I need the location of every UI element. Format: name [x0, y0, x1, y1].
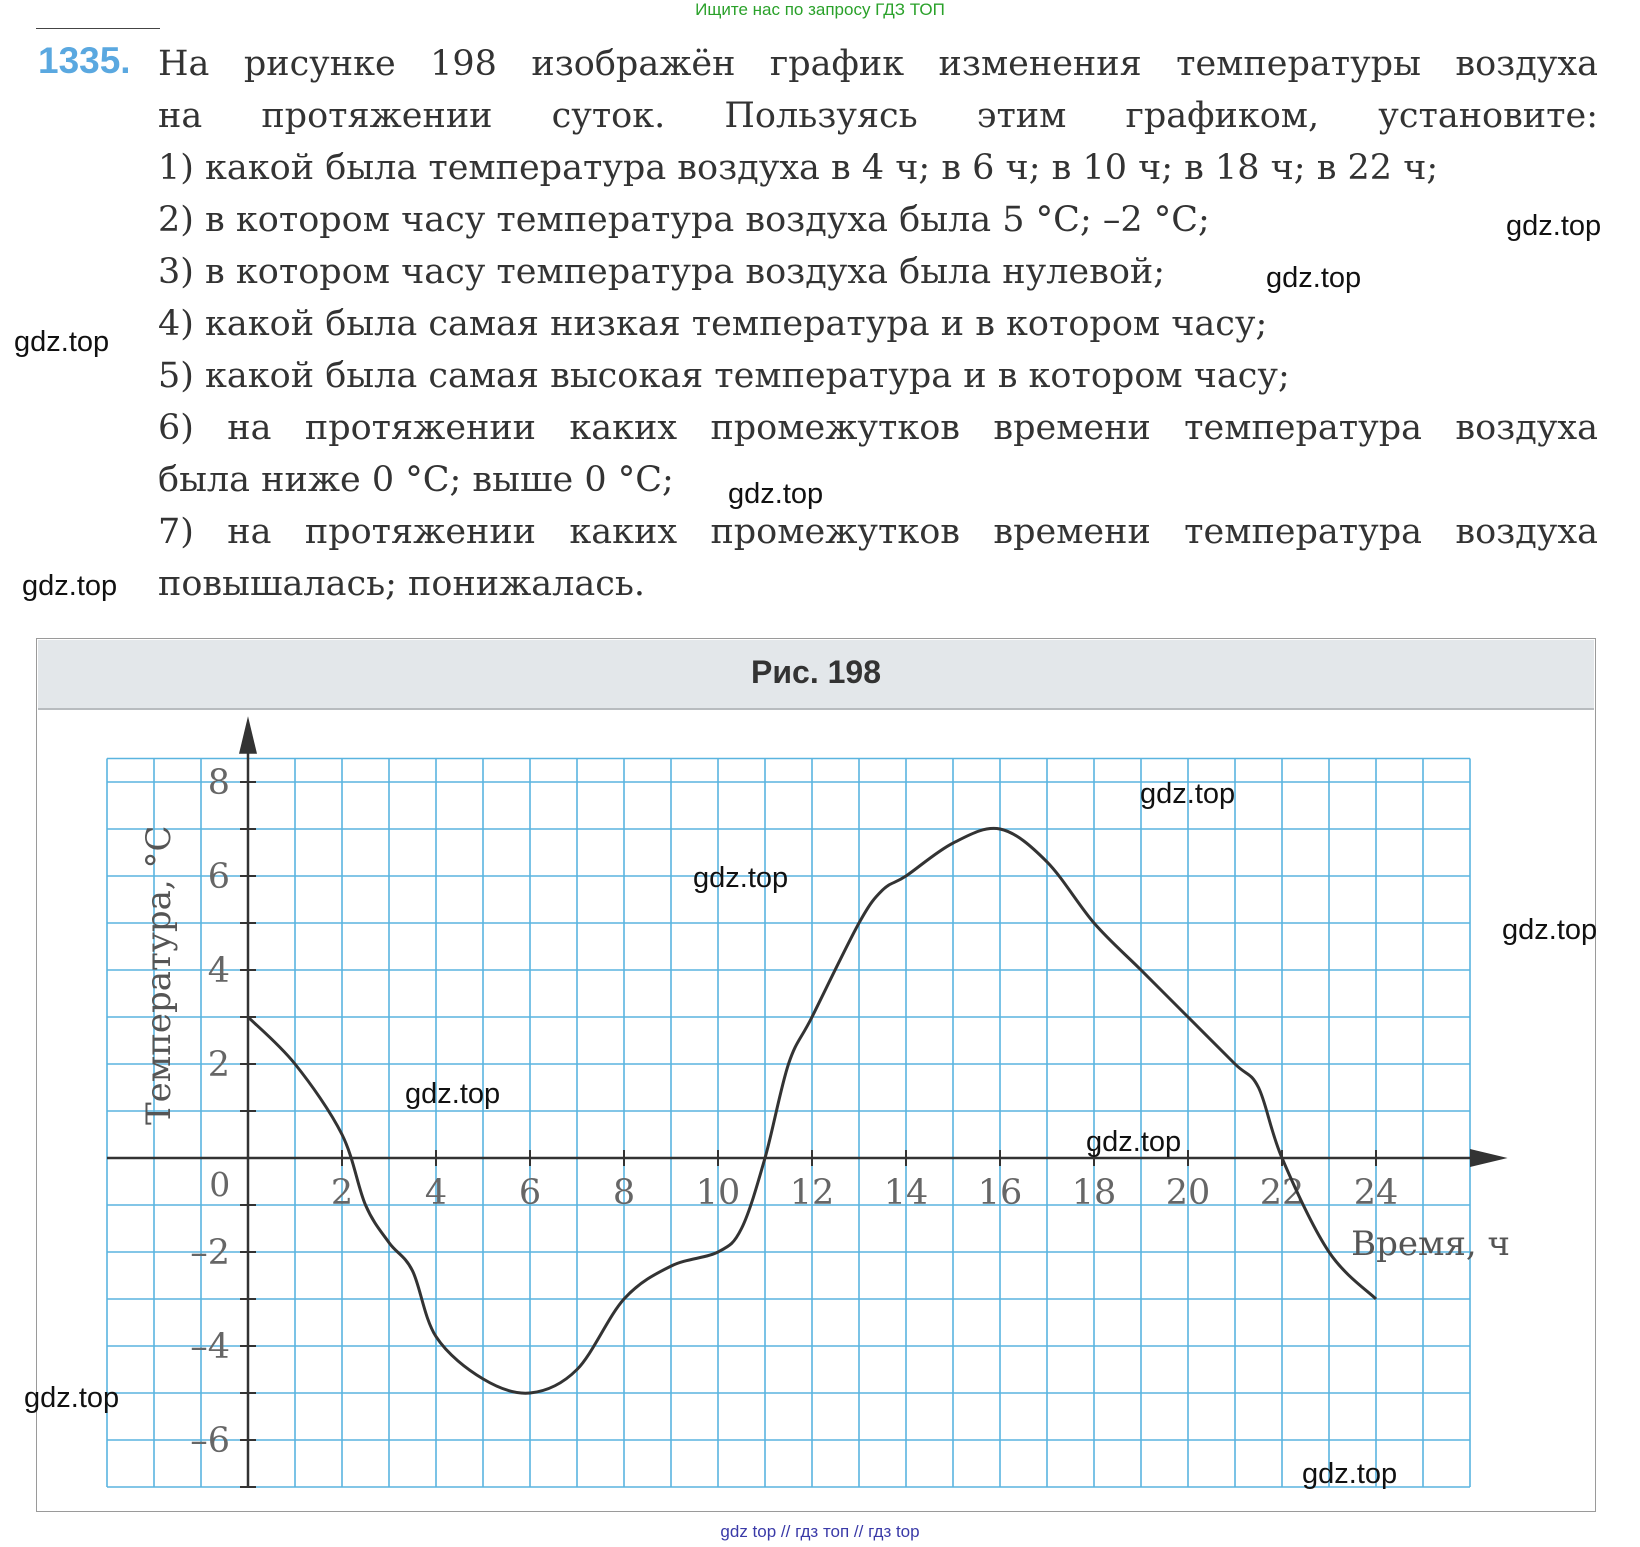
watermark: gdz.top: [1266, 262, 1362, 294]
y-tick-label: 2: [207, 1045, 230, 1085]
footer-links: gdz top // гдз топ // гдз top: [720, 1522, 920, 1541]
problem-number: 1335.: [38, 40, 131, 81]
x-axis-arrow: [1470, 1149, 1508, 1167]
y-tick-label: 8: [207, 763, 230, 803]
x-tick-label: 20: [1165, 1173, 1211, 1213]
x-tick-label: 24: [1353, 1173, 1399, 1213]
x-axis-label: Время, ч: [1351, 1224, 1510, 1264]
x-tick-label: 16: [977, 1173, 1023, 1213]
problem-line-7: 5) какой была самая высокая температура и в котором часу;: [158, 356, 1290, 396]
x-tick-label: 22: [1259, 1173, 1305, 1213]
top-banner: Ищите нас по запросу ГДЗ ТОП: [695, 0, 945, 19]
x-tick-label: 18: [1071, 1173, 1117, 1213]
figure-title: Рис. 198: [751, 654, 881, 690]
problem-line-5: 3) в котором часу температура воздуха была нулевой;: [158, 252, 1166, 292]
watermark: gdz.top: [728, 478, 824, 510]
y-tick-label: 4: [207, 951, 230, 991]
watermark: gdz.top: [405, 1078, 501, 1110]
chart-grid: [107, 759, 1470, 1488]
x-tick-label: 10: [695, 1173, 741, 1213]
problem-line-4: 2) в котором часу температура воздуха была 5 °C; –2 °C;: [158, 200, 1210, 240]
x-tick-label: 14: [883, 1173, 929, 1213]
problem-line-11: повышалась; понижалась.: [158, 564, 646, 604]
problem-line-9: была ниже 0 °C; выше 0 °C;: [158, 460, 674, 500]
watermark: gdz.top: [14, 326, 110, 358]
x-tick-label: 6: [518, 1173, 542, 1213]
watermark: gdz.top: [24, 1382, 120, 1414]
x-tick-label: 2: [330, 1173, 354, 1213]
watermark: gdz.top: [1506, 210, 1602, 242]
watermark: gdz.top: [1302, 1458, 1398, 1490]
problem-line-2: на протяжении суток. Пользуясь этим графиком, установите:: [158, 96, 1598, 136]
watermark: gdz.top: [1086, 1126, 1182, 1158]
y-tick-label: –6: [190, 1421, 230, 1461]
problem-line-8: 6) на протяжении каких промежутков времени температура воздуха: [158, 408, 1598, 448]
chart-ticks: [190, 763, 1398, 1487]
problem-line-1: На рисунке 198 изображён график изменения температуры воздуха: [158, 44, 1598, 84]
x-tick-label: 4: [424, 1173, 448, 1213]
watermark: gdz.top: [1502, 914, 1598, 946]
problem-line-3: 1) какой была температура воздуха в 4 ч; в 6 ч; в 10 ч; в 18 ч; в 22 ч;: [158, 148, 1439, 188]
y-axis-arrow: [239, 716, 257, 754]
origin-label: 0: [209, 1165, 231, 1204]
y-tick-label: 6: [207, 857, 230, 897]
problem-line-10: 7) на протяжении каких промежутков времени температура воздуха: [158, 512, 1598, 552]
watermark: gdz.top: [22, 570, 118, 602]
y-axis-label: Температура, °C: [139, 825, 179, 1125]
problem-line-6: 4) какой была самая низкая температура и в котором часу;: [158, 304, 1268, 344]
watermark: gdz.top: [693, 862, 789, 894]
x-tick-label: 8: [612, 1173, 636, 1213]
chart-axes: [107, 716, 1508, 1487]
y-tick-label: –2: [190, 1233, 230, 1273]
watermark: gdz.top: [1140, 778, 1236, 810]
x-tick-label: 12: [789, 1173, 835, 1213]
y-tick-label: –4: [190, 1327, 230, 1367]
